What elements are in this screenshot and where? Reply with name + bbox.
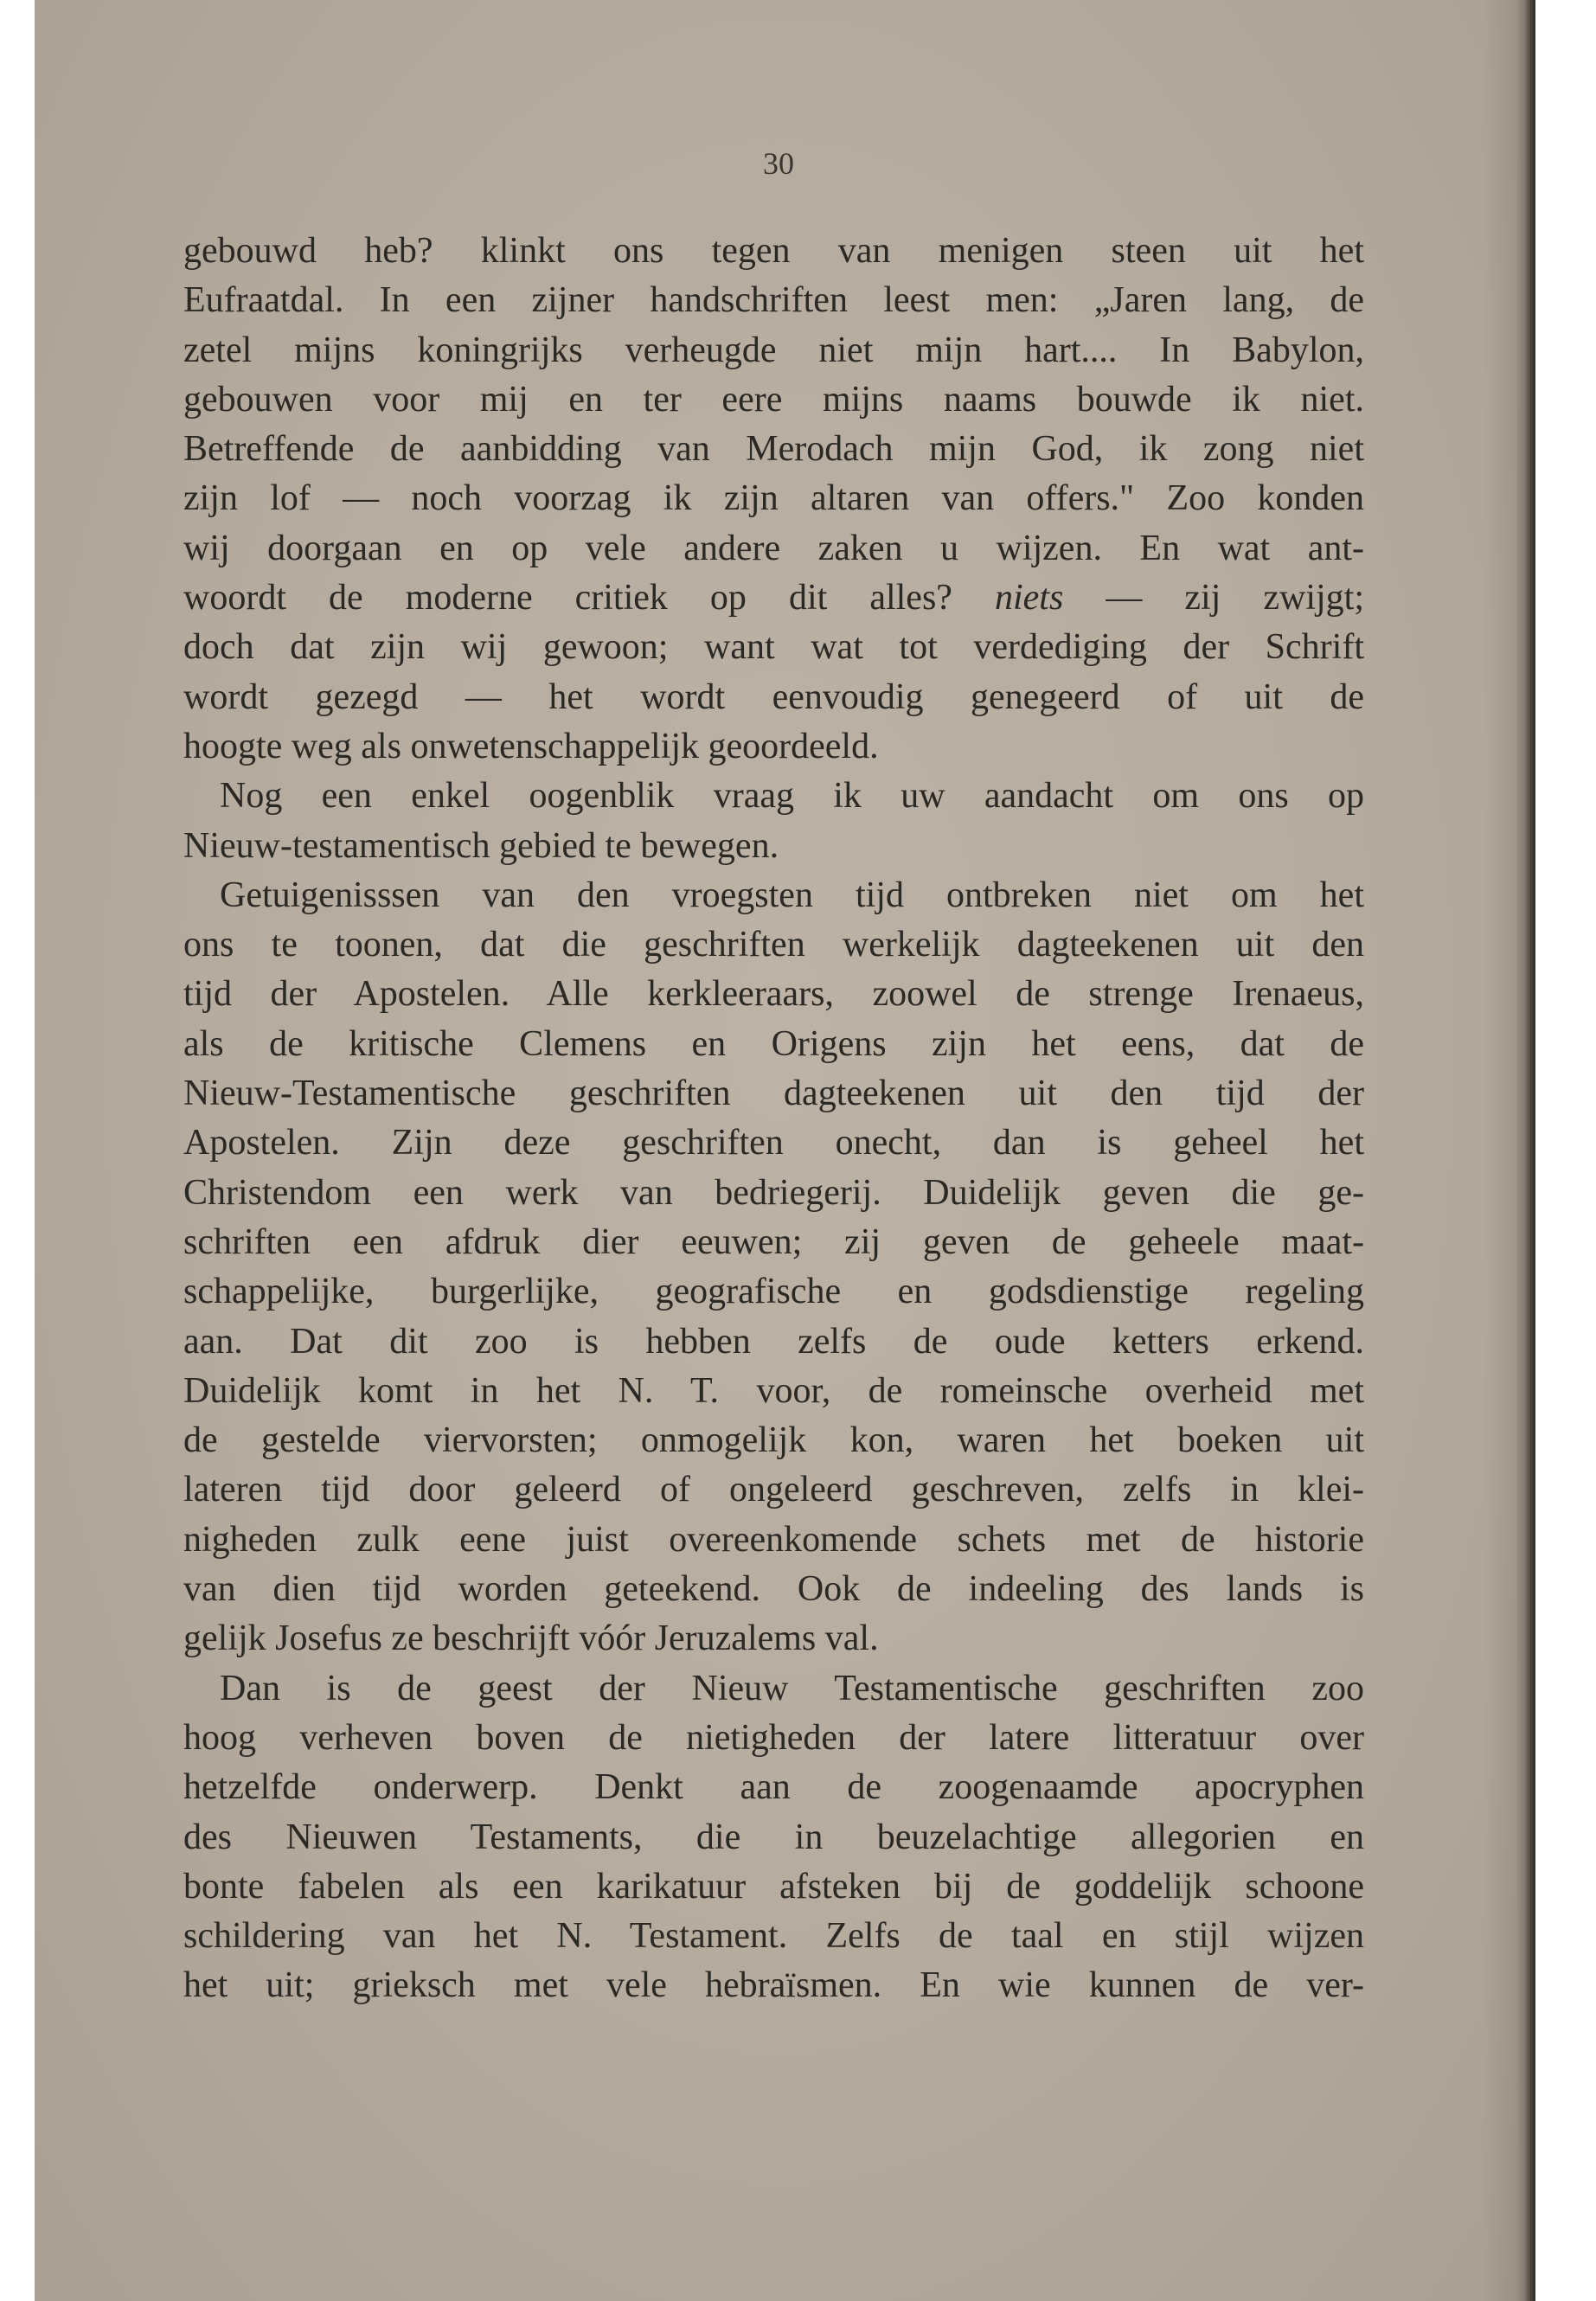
- text-line: Betreffende de aanbidding van Merodach mijn God, ik zong niet: [183, 429, 1364, 470]
- scanned-page: [35, 0, 1535, 2301]
- text-line: Christendom een werk van bedriegerij. Duidelijk geven die ge-: [183, 1172, 1364, 1213]
- text-line: zetel mijns koningrijks verheugde niet mijn hart.... In Babylon,: [183, 330, 1364, 370]
- text-line: het uit; grieksch met vele hebraïsmen. En wie kunnen de ver-: [183, 1965, 1364, 2006]
- text-line: tijd der Apostelen. Alle kerkleeraars, zoowel de strenge Irenaeus,: [183, 974, 1364, 1015]
- text-line: Eufraatdal. In een zijner handschriften leest men: „Jaren lang, de: [183, 280, 1364, 321]
- paragraph-3: [183, 871, 1364, 1664]
- text-line: doch dat zijn wij gewoon; want wat tot verdediging der Schrift: [183, 627, 1364, 668]
- text-line: wij doorgaan en op vele andere zaken u wijzen. En wat ant-: [183, 528, 1364, 568]
- text-line: zijn lof — noch voorzag ik zijn altaren van offers." Zoo konden: [183, 478, 1364, 519]
- page-edge: [1516, 0, 1535, 2301]
- text-line: Nieuw-Testamentische geschriften dagteekenen uit den tijd der: [183, 1074, 1364, 1114]
- body-text: [183, 227, 1364, 2011]
- text-line: aan. Dat dit zoo is hebben zelfs de oude ketters erkend.: [183, 1321, 1364, 1362]
- page-number: 30: [763, 146, 794, 181]
- text-line: bonte fabelen als een karikatuur afsteken bij de goddelijk schoone: [183, 1866, 1364, 1907]
- text-line: hetzelfde onderwerp. Denkt aan de zoogenaamde apocryphen: [183, 1767, 1364, 1808]
- text-line: schappelijke, burgerlijke, geografische en godsdienstige regeling: [183, 1272, 1364, 1312]
- text-line: des Nieuwen Testaments, die in beuzelachtige allegorien en: [183, 1817, 1364, 1857]
- text-line: gebouwen voor mij en ter eere mijns naams bouwde ik niet.: [183, 379, 1364, 420]
- text-line-with-emphasis: [183, 574, 1364, 623]
- text-line: schriften een afdruk dier eeuwen; zij geven de geheele maat-: [183, 1221, 1364, 1262]
- text-line: lateren tijd door geleerd of ongeleerd geschreven, zelfs in klei-: [183, 1470, 1364, 1510]
- text-line: van dien tijd worden geteekend. Ook de indeeling des lands is: [183, 1569, 1364, 1610]
- text-line: Nog een enkel oogenblik vraag ik uw aandacht om ons op: [220, 776, 1364, 817]
- text-line: de gestelde viervorsten; onmogelijk kon, waren het boeken uit: [183, 1420, 1364, 1461]
- text-line: wordt gezegd — het wordt eenvoudig genegeerd of uit de: [183, 676, 1364, 717]
- text-line: Getuigenisssen van den vroegsten tijd ontbreken niet om het: [220, 875, 1364, 915]
- text-line: Apostelen. Zijn deze geschriften onecht, dan is geheel het: [183, 1123, 1364, 1163]
- text-line: Duidelijk komt in het N. T. voor, de romeinsche overheid met: [183, 1370, 1364, 1411]
- text-segment: woordt de moderne critiek op dit alles?: [183, 578, 952, 619]
- text-line: schildering van het N. Testament. Zelfs de taal en stijl wijzen: [183, 1916, 1364, 1957]
- text-segment: — zij zwijgt;: [1106, 578, 1365, 619]
- text-line: ons te toonen, dat die geschriften werkelijk dagteekenen uit den: [183, 925, 1364, 965]
- text-line: Nieuw-testamentisch gebied te bewegen.: [183, 825, 779, 866]
- text-line: hoog verheven boven de nietigheden der latere litteratuur over: [183, 1717, 1364, 1758]
- paragraph-1: [183, 227, 1364, 772]
- paragraph-4: [183, 1664, 1364, 2011]
- paragraph-2: [183, 772, 1364, 871]
- text-line: hoogte weg als onwetenschappelijk geoordeeld.: [183, 726, 879, 766]
- text-line: gelijk Josefus ze beschrijft vóór Jeruzalems val.: [183, 1618, 879, 1659]
- emphasis-word: niets: [994, 578, 1064, 619]
- text-line: nigheden zulk eene juist overeenkomende schets met de historie: [183, 1519, 1364, 1560]
- text-line: Dan is de geest der Nieuw Testamentische geschriften zoo: [220, 1668, 1364, 1708]
- text-line: als de kritische Clemens en Origens zijn het eens, dat de: [183, 1023, 1364, 1064]
- text-line: gebouwd heb? klinkt ons tegen van menigen steen uit het: [183, 231, 1364, 271]
